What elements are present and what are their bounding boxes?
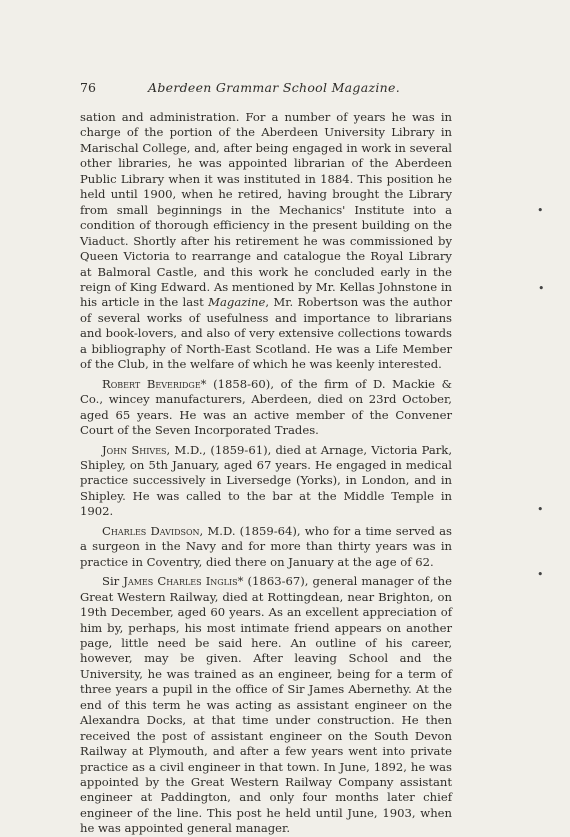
margin-speck: • xyxy=(537,503,544,516)
magazine-italic: Magazine xyxy=(208,295,266,310)
person-name: James Charles Inglis* xyxy=(123,574,244,589)
paragraph-4 xyxy=(80,524,452,570)
paragraph-text: (1858-60), of the firm of D. Mackie & Co., wincey manufacturers, Aberdeen, died on 23rd October, aged 65 years. He was an active member of the Convener Court of the Seven Incorporated Trades. xyxy=(80,376,452,438)
person-name: Charles Davidson xyxy=(102,523,200,538)
paragraph-text: , M.D., (1859-61), died at Arnage, Victoria Park, Shipley, on 5th January, aged 67 years. He engaged in medical practice successively in Liversedge (Yorks), in London, and in Shipley. He was called to the bar at the Middle Temple in 1902. xyxy=(80,442,453,519)
page-number: 76 xyxy=(80,80,96,95)
paragraph-3 xyxy=(80,443,452,520)
margin-speck: • xyxy=(537,568,544,581)
page-header xyxy=(80,80,490,100)
paragraph-text: , M.D. (1859-64), who for a time served as a surgeon in the Navy and for more than thirty years was in practice in Coventry, died there on January at the age of 62. xyxy=(80,523,452,569)
paragraph-text: sation and administration. For a number of years he was in charge of the portion of the Aberdeen University Library in Marischal College, and, after being engaged in work in several other libraries, he was appointed librarian of the Aberdeen Public Library when it was instituted in 1884. This position he held until 1900, when he retired, having brought the Library from small beginnings in the Mechanics' Institute into a condition of thorough efficiency in the present building on the Viaduct. Shortly after his retirement he was commissioned by Queen Victoria to rearrange and catalogue the Royal Library at Balmoral Castle, and this work he concluded early in the reign of King Edward. As mentioned by Mr. Kellas Johnstone in his article in the last xyxy=(80,110,452,310)
paragraph-2 xyxy=(80,377,452,439)
paragraph-5 xyxy=(80,574,452,837)
paragraph-1 xyxy=(80,110,452,373)
paragraph-text: (1863-67), general manager of the Great Western Railway, died at Rottingdean, near Brighton, on 19th December, aged 60 years. As an excellent appreciation of him by, perhaps, his most intimate friend appears on another page, little need be said here. An outline of his career, however, may be given. After leaving School and the University, he was trained as an engineer, being for a term of three years a pupil in the office of Sir James Abernethy. At the end of this term he was acting as assistant engineer on the Alexandra Docks, at that time under construction. He then received the post of assistant engineer on the South Devon Railway at Plymouth, and after a few years went into private practice as a civil engineer in that town. In June, 1892, he was appointed by the Great Western Railway Company assistant engineer at Paddington, and only four months later chief engineer of the line. This post he held until June, 1903, when he was appointed general manager. xyxy=(80,574,452,836)
paragraph-text-cont: , Mr. Robertson was the author of several works of usefulness and importance to librarians and book-lovers, and also of very extensive collections towards a bibliography of North-East Scotland. He was a Life Member of the Club, in the welfare of which he was keenly interested. xyxy=(80,295,453,372)
margin-speck: • xyxy=(538,282,545,295)
margin-speck: • xyxy=(537,204,544,217)
running-title: Aberdeen Grammar School Magazine. xyxy=(148,80,400,95)
person-name: Robert Beveridge* xyxy=(102,376,207,391)
person-name: John Shives xyxy=(102,442,167,457)
name-prefix: Sir xyxy=(102,574,124,589)
article-body xyxy=(80,110,452,837)
